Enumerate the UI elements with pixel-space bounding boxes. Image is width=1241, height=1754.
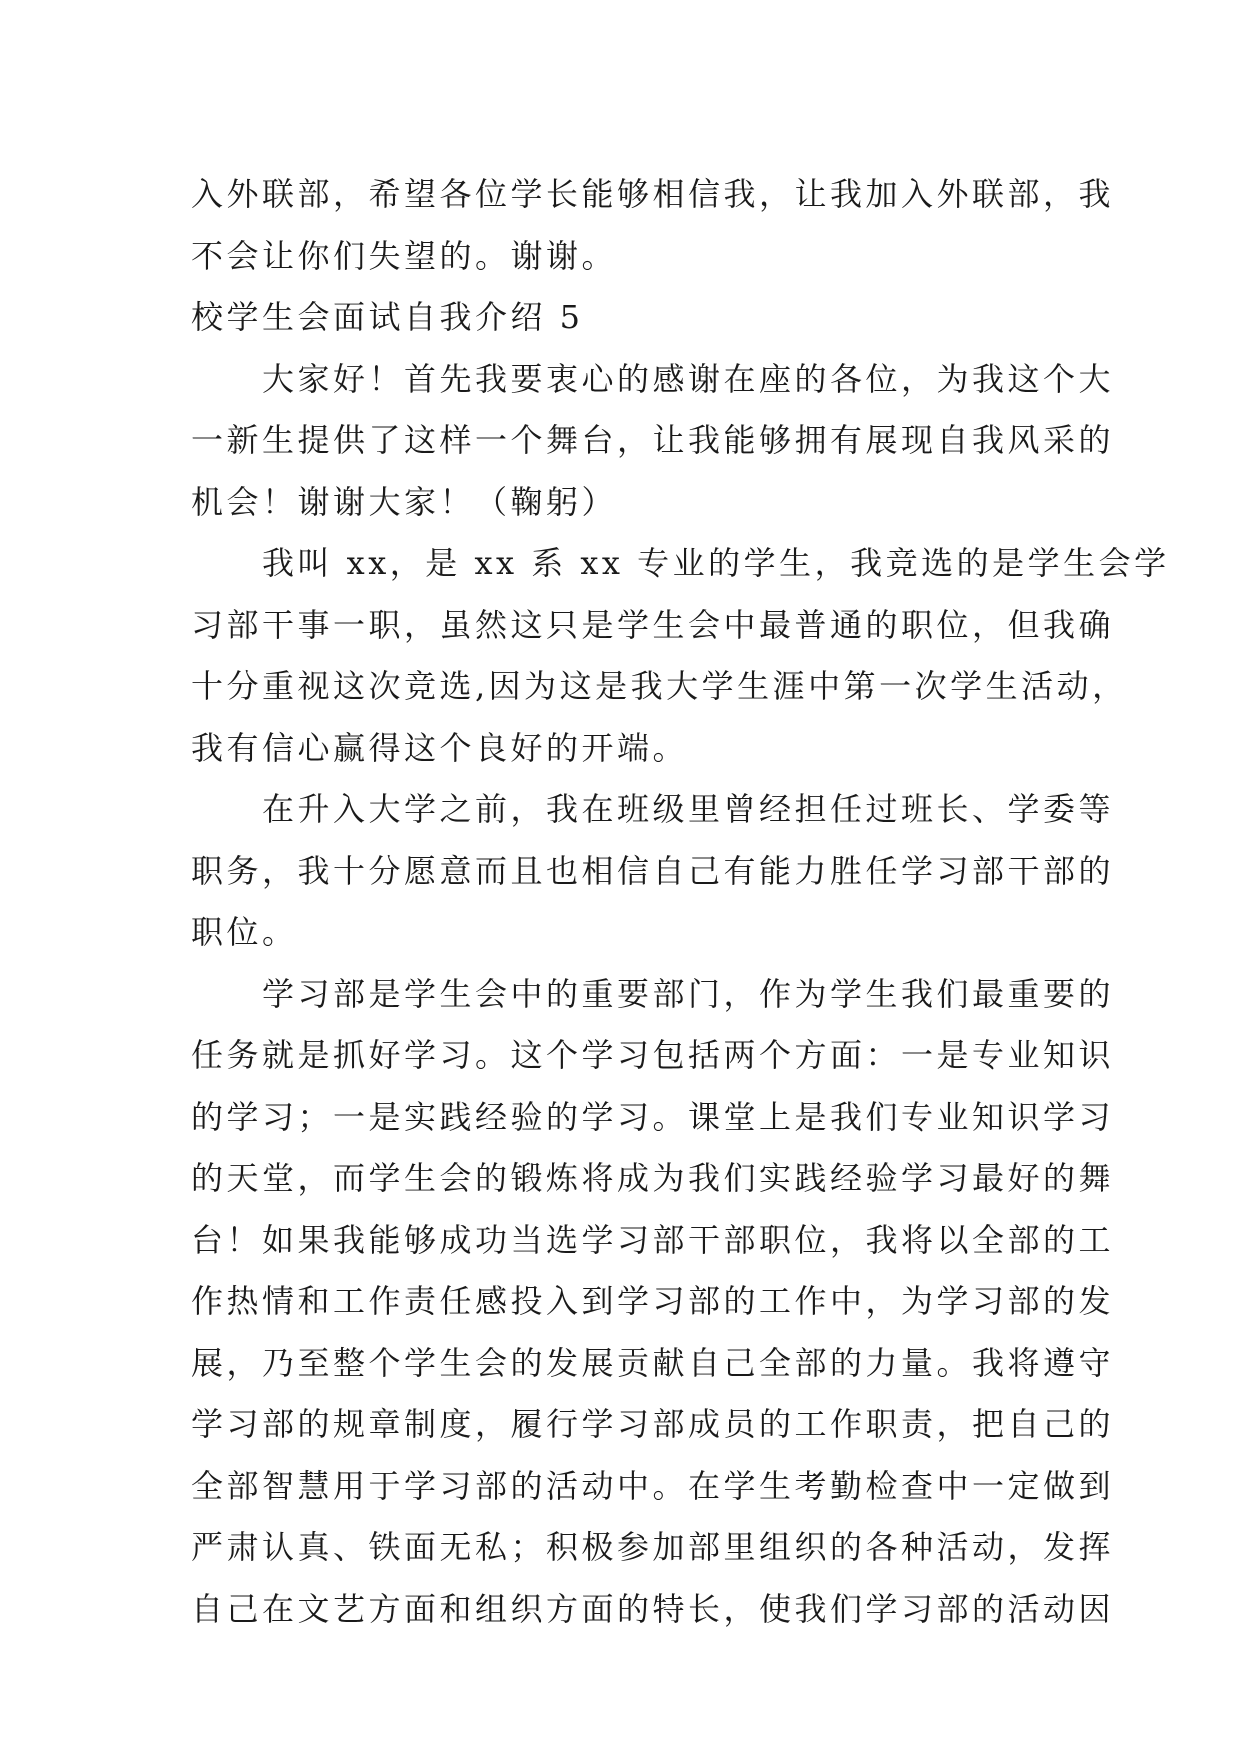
section-heading: 校学生会面试自我介绍 5	[191, 298, 584, 336]
text-line-plan-1: 学习部是学生会中的重要部门，作为学生我们最重要的	[262, 974, 1115, 1013]
text-line-plan-8: 学习部的规章制度，履行学习部成员的工作职责，把自己的	[191, 1405, 1115, 1443]
text-line-plan-2: 任务就是抓好学习。这个学习包括两个方面：一是专业知识	[191, 1036, 1115, 1074]
text-line-experience-3: 职位。	[191, 913, 298, 951]
text-line-plan-4: 的天堂，而学生会的锻炼将成为我们实践经验学习最好的舞	[191, 1159, 1115, 1197]
text-line-plan-5: 台！如果我能够成功当选学习部干部职位，我将以全部的工	[191, 1220, 1115, 1259]
text-line-experience-1: 在升入大学之前，我在班级里曾经担任过班长、学委等	[262, 790, 1115, 828]
text-line-greeting-3: 机会！谢谢大家！（鞠躬）	[191, 482, 618, 521]
text-line-plan-6: 作热情和工作责任感投入到学习部的工作中，为学习部的发	[191, 1282, 1115, 1320]
document-body	[191, 164, 1170, 1640]
text-line-plan-7: 展，乃至整个学生会的发展贡献自己全部的力量。我将遵守	[191, 1343, 1115, 1382]
text-line-intro-3: 十分重视这次竞选,因为这是我大学生涯中第一次学生活动，	[191, 667, 1128, 705]
text-line-plan-10: 严肃认真、铁面无私；积极参加部里组织的各种活动，发挥	[191, 1528, 1115, 1566]
text-line-greeting-2: 一新生提供了这样一个舞台，让我能够拥有展现自我风采的	[191, 421, 1115, 459]
text-line-experience-2: 职务，我十分愿意而且也相信自己有能力胜任学习部干部的	[191, 851, 1115, 890]
text-line-intro-1: 我叫 xx，是 xx 系 xx 专业的学生，我竞选的是学生会学	[262, 544, 1170, 582]
text-line-plan-9: 全部智慧用于学习部的活动中。在学生考勤检查中一定做到	[191, 1466, 1115, 1505]
text-line-intro-4: 我有信心赢得这个良好的开端。	[191, 728, 689, 767]
text-line-plan-3: 的学习；一是实践经验的学习。课堂上是我们专业知识学习	[191, 1097, 1115, 1136]
text-line-continuation-2: 不会让你们失望的。谢谢。	[191, 236, 618, 275]
text-line-continuation-1: 入外联部，希望各位学长能够相信我，让我加入外联部，我	[191, 175, 1115, 213]
text-line-plan-11: 自己在文艺方面和组织方面的特长，使我们学习部的活动因	[191, 1589, 1115, 1628]
text-line-greeting-1: 大家好！首先我要衷心的感谢在座的各位，为我这个大	[262, 359, 1115, 398]
text-line-intro-2: 习部干事一职，虽然这只是学生会中最普通的职位，但我确	[191, 605, 1115, 644]
